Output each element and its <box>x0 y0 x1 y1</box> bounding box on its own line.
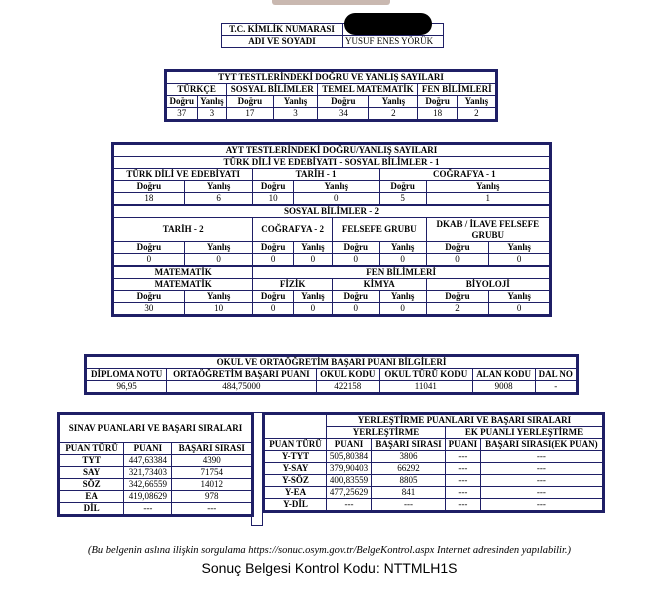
dogru-header: Doğru <box>332 291 379 303</box>
ayt-value: 0 <box>253 254 293 267</box>
ayt-value: 0 <box>184 254 253 267</box>
ayt-subject: COĞRAFYA - 1 <box>379 169 549 181</box>
yanlis-header: Yanlış <box>379 242 426 254</box>
tyt-value: 2 <box>369 108 418 120</box>
yer-type: Y-SAY <box>265 463 327 475</box>
dogru-header: Doğru <box>227 96 273 108</box>
yanlis-header: Yanlış <box>197 96 227 108</box>
yer-puan: --- <box>327 499 372 511</box>
obp-header: OKUL KODU <box>316 369 380 381</box>
obp-value: 96,95 <box>87 381 167 393</box>
yanlis-header: Yanlış <box>426 181 549 193</box>
ayt-sec1-title: TÜRK DİLİ VE EDEBİYATI - SOSYAL BİLİMLER - 1 <box>114 157 550 169</box>
sinav-header: BAŞARI SIRASI <box>172 443 252 455</box>
ayt-value: 0 <box>114 254 185 267</box>
ayt-subject: TÜRK DİLİ VE EDEBİYATI <box>114 169 253 181</box>
dogru-header: Doğru <box>167 96 198 108</box>
name-value: YUSUF ENES YÖRÜK <box>343 36 444 48</box>
yer-type: Y-SÖZ <box>265 475 327 487</box>
ayt-value: 2 <box>426 303 489 315</box>
redaction-mark <box>344 13 432 35</box>
yer-puan: 505,80384 <box>327 451 372 463</box>
ayt-value: 5 <box>379 193 426 206</box>
obp-title: OKUL VE ORTAÖĞRETİM BAŞARI PUANI BİLGİLERİ <box>87 357 577 369</box>
yanlis-header: Yanlış <box>489 291 550 303</box>
ayt-subject: FELSEFE GRUBU <box>332 218 426 242</box>
yer-type: Y-TYT <box>265 451 327 463</box>
ayt-value: 0 <box>293 193 379 206</box>
ayt-value: 10 <box>184 303 253 315</box>
yer-header: BAŞARI SIRASI <box>371 439 445 451</box>
obp-value: 11041 <box>380 381 473 393</box>
mat-group-title: MATEMATİK <box>114 266 253 279</box>
yer-header: PUAN TÜRÜ <box>265 439 327 451</box>
ayt-value: 0 <box>426 254 489 267</box>
yanlis-header: Yanlış <box>369 96 418 108</box>
sinav-title: SINAV PUANLARI VE BAŞARI SIRALARI <box>60 415 252 443</box>
ayt-value: 0 <box>379 303 426 315</box>
obp-table <box>84 354 579 395</box>
dogru-header: Doğru <box>332 242 379 254</box>
sinav-type: SAY <box>60 467 124 479</box>
ek-sira: --- <box>480 499 602 511</box>
yer-title: YERLEŞTİRME PUANLARI VE BAŞARI SIRALARI <box>327 415 603 427</box>
sinav-puan: 419,08629 <box>124 491 172 503</box>
yanlis-header: Yanlış <box>184 291 253 303</box>
tyt-value: 37 <box>167 108 198 120</box>
fen-group-title: FEN BİLİMLERİ <box>253 266 550 279</box>
ayt-subject: KİMYA <box>332 279 426 291</box>
yer-group: EK PUANLI YERLEŞTİRME <box>446 427 603 439</box>
tyt-value: 2 <box>457 108 495 120</box>
dogru-header: Doğru <box>418 96 457 108</box>
dogru-header: Doğru <box>253 291 293 303</box>
sinav-type: EA <box>60 491 124 503</box>
yer-puan: 400,83559 <box>327 475 372 487</box>
yer-blank <box>265 415 327 439</box>
ek-sira: --- <box>480 475 602 487</box>
ek-puan: --- <box>446 475 481 487</box>
ayt-sec2-title: SOSYAL BİLİMLER - 2 <box>114 205 550 218</box>
ayt-value: 0 <box>293 303 332 315</box>
dogru-header: Doğru <box>426 242 489 254</box>
sinav-type: SÖZ <box>60 479 124 491</box>
photo-strip <box>272 0 390 5</box>
sinav-header: PUAN TÜRÜ <box>60 443 124 455</box>
ayt-value: 0 <box>379 254 426 267</box>
obp-header: DİPLOMA NOTU <box>87 369 167 381</box>
ayt-value: 0 <box>332 254 379 267</box>
yer-type: Y-EA <box>265 487 327 499</box>
yanlis-header: Yanlış <box>489 242 550 254</box>
dogru-header: Doğru <box>114 181 185 193</box>
obp-value: 9008 <box>472 381 535 393</box>
sinav-sira: --- <box>172 503 252 515</box>
sinav-puan: --- <box>124 503 172 515</box>
ayt-value: 0 <box>489 254 550 267</box>
yer-puan: 379,90403 <box>327 463 372 475</box>
control-code: Sonuç Belgesi Kontrol Kodu: NTTMLH1S <box>201 560 458 576</box>
yer-header: PUANI <box>327 439 372 451</box>
sinav-sira: 14012 <box>172 479 252 491</box>
tc-label: T.C. KİMLİK NUMARASI <box>222 24 343 36</box>
tyt-subject: FEN BİLİMLERİ <box>418 84 496 96</box>
sinav-table <box>57 412 254 517</box>
ayt-value: 1 <box>426 193 549 206</box>
yer-sira: 66292 <box>371 463 445 475</box>
tyt-value: 3 <box>197 108 227 120</box>
yer-type: Y-DİL <box>265 499 327 511</box>
dogru-header: Doğru <box>253 242 293 254</box>
sinav-sira: 71754 <box>172 467 252 479</box>
ayt-value: 18 <box>114 193 185 206</box>
dogru-header: Doğru <box>114 291 185 303</box>
tyt-title: TYT TESTLERİNDEKİ DOĞRU VE YANLIŞ SAYILARI <box>167 72 496 84</box>
ayt-value: 6 <box>184 193 253 206</box>
yanlis-header: Yanlış <box>379 291 426 303</box>
ayt-value: 0 <box>253 303 293 315</box>
ayt-value: 0 <box>293 254 332 267</box>
sinav-header: PUANI <box>124 443 172 455</box>
yer-sira: 3806 <box>371 451 445 463</box>
obp-value: 422158 <box>316 381 380 393</box>
ayt-subject: BİYOLOJİ <box>426 279 549 291</box>
obp-header: DAL NO <box>535 369 576 381</box>
yer-header: PUANI <box>446 439 481 451</box>
name-label: ADI VE SOYADI <box>222 36 343 48</box>
verification-note: (Bu belgenin aslına ilişkin sorgulama https://sonuc.osym.gov.tr/BelgeKontrol.aspx Internet adresinden yapılabilir.) <box>87 545 572 556</box>
ek-puan: --- <box>446 463 481 475</box>
yanlis-header: Yanlış <box>457 96 495 108</box>
ayt-subject: TARİH - 2 <box>114 218 253 242</box>
yerlestirme-table <box>262 412 605 513</box>
yer-header: BAŞARI SIRASI(EK PUAN) <box>480 439 602 451</box>
yer-puan: 477,25629 <box>327 487 372 499</box>
obp-header: OKUL TÜRÜ KODU <box>380 369 473 381</box>
sinav-sira: 978 <box>172 491 252 503</box>
ayt-value: 10 <box>253 193 293 206</box>
dogru-header: Doğru <box>114 242 185 254</box>
ek-puan: --- <box>446 487 481 499</box>
ayt-subject: MATEMATİK <box>114 279 253 291</box>
ek-puan: --- <box>446 451 481 463</box>
ayt-value: 30 <box>114 303 185 315</box>
yanlis-header: Yanlış <box>293 242 332 254</box>
tyt-subject: TEMEL MATEMATİK <box>318 84 418 96</box>
ayt-subject: COĞRAFYA - 2 <box>253 218 333 242</box>
ayt-value: 0 <box>489 303 550 315</box>
yanlis-header: Yanlış <box>184 181 253 193</box>
ayt-value: 0 <box>332 303 379 315</box>
yanlis-header: Yanlış <box>184 242 253 254</box>
tyt-subject: SOSYAL BİLİMLER <box>227 84 318 96</box>
sinav-type: DİL <box>60 503 124 515</box>
obp-value: - <box>535 381 576 393</box>
ayt-subject: DKAB / İLAVE FELSEFE GRUBU <box>426 218 549 242</box>
sinav-type: TYT <box>60 455 124 467</box>
yer-sira: 8805 <box>371 475 445 487</box>
ek-sira: --- <box>480 463 602 475</box>
obp-header: ALAN KODU <box>472 369 535 381</box>
ek-puan: --- <box>446 499 481 511</box>
sinav-puan: 321,73403 <box>124 467 172 479</box>
sinav-puan: 342,66559 <box>124 479 172 491</box>
dogru-header: Doğru <box>426 291 489 303</box>
ayt-title: AYT TESTLERİNDEKİ DOĞRU/YANLIŞ SAYILARI <box>114 145 550 157</box>
ayt-subject: FİZİK <box>253 279 333 291</box>
tyt-value: 18 <box>418 108 457 120</box>
dogru-header: Doğru <box>253 181 293 193</box>
obp-header: ORTAÖĞRETİM BAŞARI PUANI <box>167 369 316 381</box>
ayt-subject: TARİH - 1 <box>253 169 379 181</box>
sinav-puan: 447,63384 <box>124 455 172 467</box>
dogru-header: Doğru <box>318 96 369 108</box>
tyt-value: 3 <box>273 108 318 120</box>
tyt-table <box>164 69 498 122</box>
tyt-value: 17 <box>227 108 273 120</box>
tyt-value: 34 <box>318 108 369 120</box>
dogru-header: Doğru <box>379 181 426 193</box>
yanlis-header: Yanlış <box>293 291 332 303</box>
yer-sira: --- <box>371 499 445 511</box>
yanlis-header: Yanlış <box>273 96 318 108</box>
yer-group: YERLEŞTİRME <box>327 427 446 439</box>
ayt-table <box>111 142 552 317</box>
yanlis-header: Yanlış <box>293 181 379 193</box>
tyt-subject: TÜRKÇE <box>167 84 227 96</box>
obp-value: 484,75000 <box>167 381 316 393</box>
sinav-sira: 4390 <box>172 455 252 467</box>
ek-sira: --- <box>480 451 602 463</box>
ek-sira: --- <box>480 487 602 499</box>
yer-sira: 841 <box>371 487 445 499</box>
